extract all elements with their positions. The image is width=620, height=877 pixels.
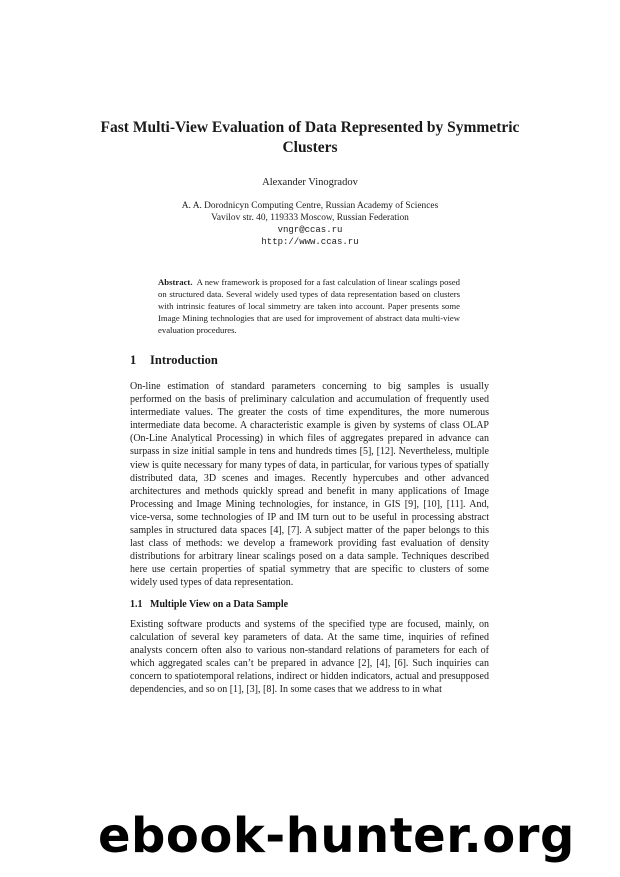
abstract-label: Abstract.	[158, 277, 193, 287]
subsection-title: Multiple View on a Data Sample	[150, 599, 289, 610]
section-heading-introduction	[130, 352, 218, 368]
author-email: vngr@ccas.ru	[277, 225, 343, 235]
watermark-text: ebook-hunter.org	[98, 808, 575, 864]
subsection-heading-multiple-view	[130, 598, 288, 611]
author-name: Alexander Vinogradov	[262, 177, 358, 188]
affiliation-address: Vavilov str. 40, 119333 Moscow, Russian Federation	[211, 213, 409, 223]
affiliation-block	[100, 200, 520, 248]
section-number: 1	[130, 353, 137, 367]
abstract-text: A new framework is proposed for a fast calculation of linear scalings posed on structured data. Several widely used types of data representation based on clusters with intrinsic features of local simmetry are taken into account. Paper presents some Image Mining technologies that are used for improvement of abstract data multi-view evaluation procedures.	[158, 277, 460, 335]
subsection-number: 1.1	[130, 599, 143, 610]
affiliation-institution: A. A. Dorodnicyn Computing Centre, Russian Academy of Sciences	[181, 201, 439, 211]
paper-title: Fast Multi-View Evaluation of Data Represented by Symmetric Clusters	[100, 119, 520, 156]
multiple-view-paragraph: Existing software products and systems of the specified type are focused, mainly, on calculation of several key parameters of data. At the same time, inquiries of refined analysts concern often also to various non-standard relations of parameters for each of which aggregated scales can’t be prepared in advance [2], [4], [6]. Such inquiries can concern to spatiotemporal relations, indirect or hidden indicators, actual and presupposed dependencies, and so on [1], [3], [8]. In some cases that we address to in what	[130, 619, 489, 696]
section-title: Introduction	[150, 353, 218, 367]
introduction-paragraph: On-line estimation of standard parameters concerning to big samples is usually performed on the basis of preliminary calculation and accumulation of frequently used intermediate values. The greater the costs of time expenditures, the more numerous intermediate data become. A characteristic example is given by systems of class OLAP (On-Line Analytical Processing) in which files of aggregates prepared in advance can surpass in size initial sample in tens and hundreds times [5], [12]. Nevertheless, multiple view is quite necessary for many types of data, in particular, for various types of spatially distributed data, 3D scenes and images. Recently hypercubes and other advanced architectures and methods quickly spread and benefit in many applications of Image Processing and Image Mining technologies, for instance, in GIS [9], [10], [11]. And, vice-versa, some technologies of IP and IM turn out to be useful in processing abstract samples in structured data spaces [4], [7]. A subject matter of the paper belongs to this last class of methods: we develop a framework providing fast evaluation of density distributions for arbitrary linear scalings posed on a data sample. Techniques described here use certain properties of spatial symmetry that are specific to clusters of some widely used types of data representation.	[130, 381, 489, 589]
abstract	[158, 276, 460, 336]
institution-url: http://www.ccas.ru	[261, 237, 359, 247]
